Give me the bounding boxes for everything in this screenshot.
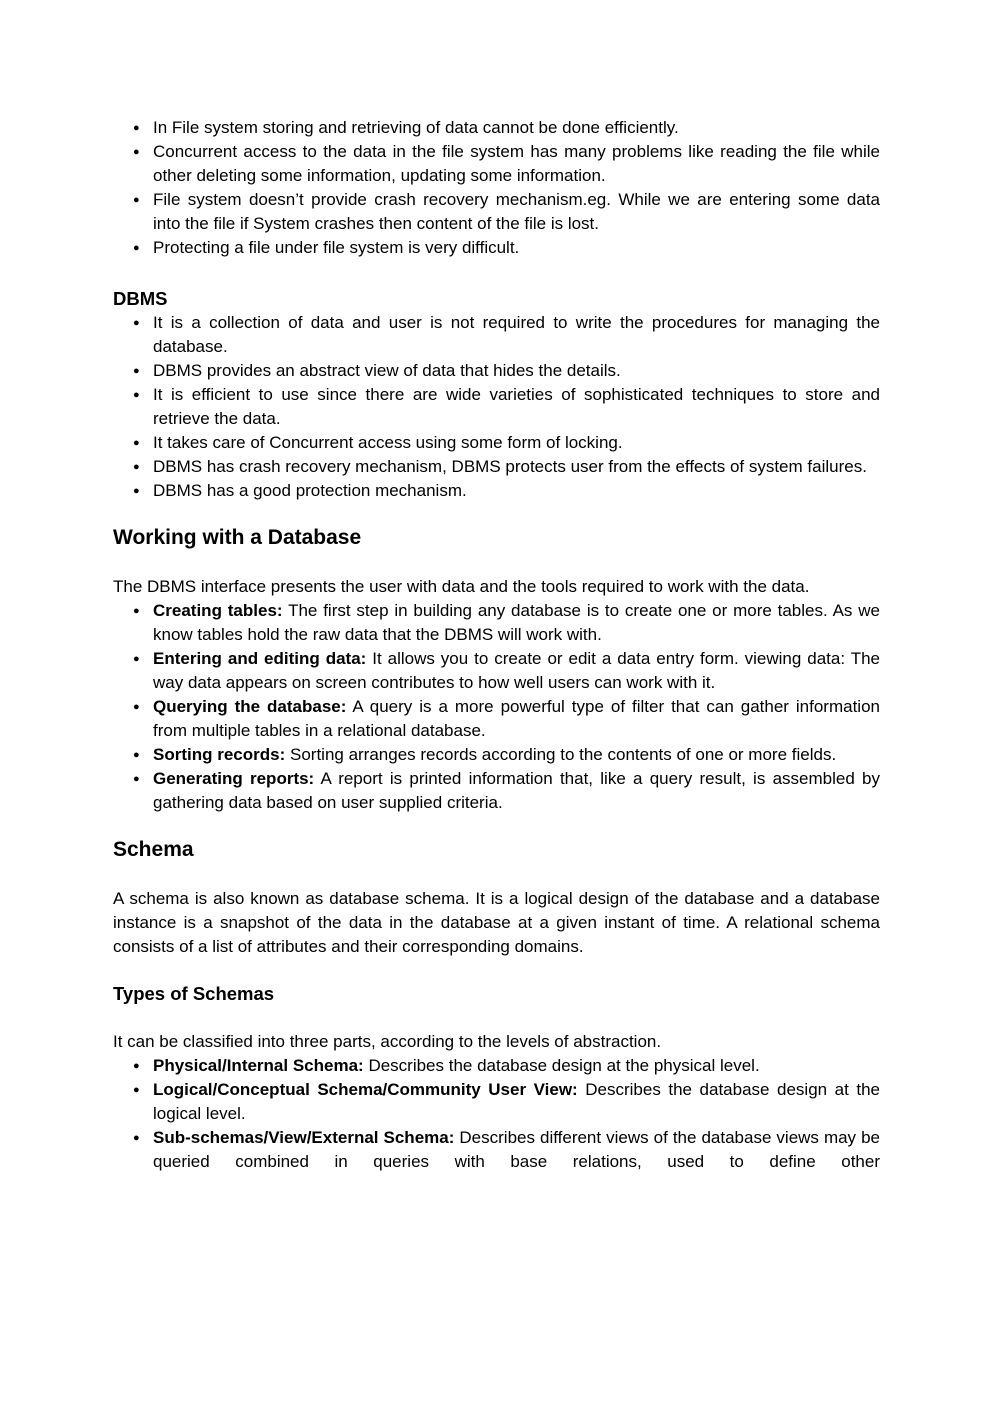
list-item-text: Describes different views of the database views may be queried combined in queries with base relations, used to define other: [153, 1128, 880, 1171]
working-with-database-heading: Working with a Database: [113, 526, 362, 549]
schema-paragraph: A schema is also known as database schema. It is a logical design of the database and a database instance is a snapshot of the data in the database at a given instant of time. A relational schema consists of a list of attributes and their corresponding domains.: [113, 889, 880, 956]
list-item: [153, 383, 880, 431]
dbms-heading: DBMS: [113, 288, 168, 309]
list-item: [153, 1054, 880, 1078]
list-item: [153, 311, 880, 359]
list-item-text: DBMS has a good protection mechanism.: [153, 481, 467, 500]
list-item-lead: Physical/Internal Schema:: [153, 1056, 364, 1075]
list-item-text: DBMS has crash recovery mechanism, DBMS protects user from the effects of system failures.: [153, 457, 867, 476]
list-item-text: It is a collection of data and user is not required to write the procedures for managing the database.: [153, 313, 880, 356]
working-tasks-list: [113, 599, 880, 815]
schema-types-list: [113, 1054, 880, 1174]
list-item-text: Protecting a file under file system is very difficult.: [153, 238, 520, 257]
list-item: [153, 479, 880, 503]
list-item-text: Describes the database design at the physical level.: [368, 1056, 760, 1075]
dbms-advantages-list: [113, 311, 880, 503]
list-item-text: In File system storing and retrieving of data cannot be done efficiently.: [153, 118, 679, 137]
list-item-lead: Sub-schemas/View/External Schema:: [153, 1128, 455, 1147]
list-item-lead: Entering and editing data:: [153, 649, 367, 668]
list-item: [153, 140, 880, 188]
list-item-text: It takes care of Concurrent access using some form of locking.: [153, 433, 623, 452]
list-item-lead: Creating tables:: [153, 601, 283, 620]
list-item-text: Concurrent access to the data in the file system has many problems like reading the file while other deleting some information, updating some information.: [153, 142, 880, 185]
list-item-text: It is efficient to use since there are wide varieties of sophisticated techniques to store and retrieve the data.: [153, 385, 880, 428]
list-item-text: The first step in building any database is to create one or more tables. As we know tables hold the raw data that the DBMS will work with.: [153, 601, 880, 644]
list-item: [153, 116, 880, 140]
list-item-text: File system doesn’t provide crash recovery mechanism.eg. While we are entering some data into the file if System crashes then content of the file is lost.: [153, 190, 880, 233]
list-item-text: Describes the database design at the logical level.: [153, 1080, 880, 1123]
list-item: [153, 455, 880, 479]
list-item: [153, 647, 880, 695]
list-item-text: It allows you to create or edit a data entry form. viewing data: The way data appears on screen contributes to how well users can work with it.: [153, 649, 880, 692]
list-item-text: A report is printed information that, like a query result, is assembled by gathering data based on user supplied criteria.: [153, 769, 880, 812]
types-intro-paragraph: It can be classified into three parts, according to the levels of abstraction.: [113, 1032, 662, 1051]
list-item: [153, 1126, 880, 1174]
list-item: [153, 431, 880, 455]
list-item: [153, 695, 880, 743]
list-item-text: Sorting arranges records according to the contents of one or more fields.: [289, 745, 837, 764]
list-item-lead: Generating reports:: [153, 769, 315, 788]
schema-heading: Schema: [113, 838, 194, 861]
list-item: [153, 767, 880, 815]
list-item: [153, 188, 880, 236]
list-item: [153, 1078, 880, 1126]
list-item-lead: Sorting records:: [153, 745, 286, 764]
list-item-text: A query is a more powerful type of filter that can gather information from multiple tables in a relational database.: [153, 697, 880, 740]
list-item-lead: Querying the database:: [153, 697, 347, 716]
list-item: [153, 743, 880, 767]
types-of-schemas-heading: Types of Schemas: [113, 983, 275, 1004]
list-item: [153, 236, 880, 260]
file-system-drawbacks-list: [113, 116, 880, 260]
working-intro-paragraph: The DBMS interface presents the user with data and the tools required to work with the data.: [113, 577, 810, 596]
list-item: [153, 359, 880, 383]
list-item-text: DBMS provides an abstract view of data that hides the details.: [153, 361, 621, 380]
list-item: [153, 599, 880, 647]
list-item-lead: Logical/Conceptual Schema/Community User View:: [153, 1080, 578, 1099]
